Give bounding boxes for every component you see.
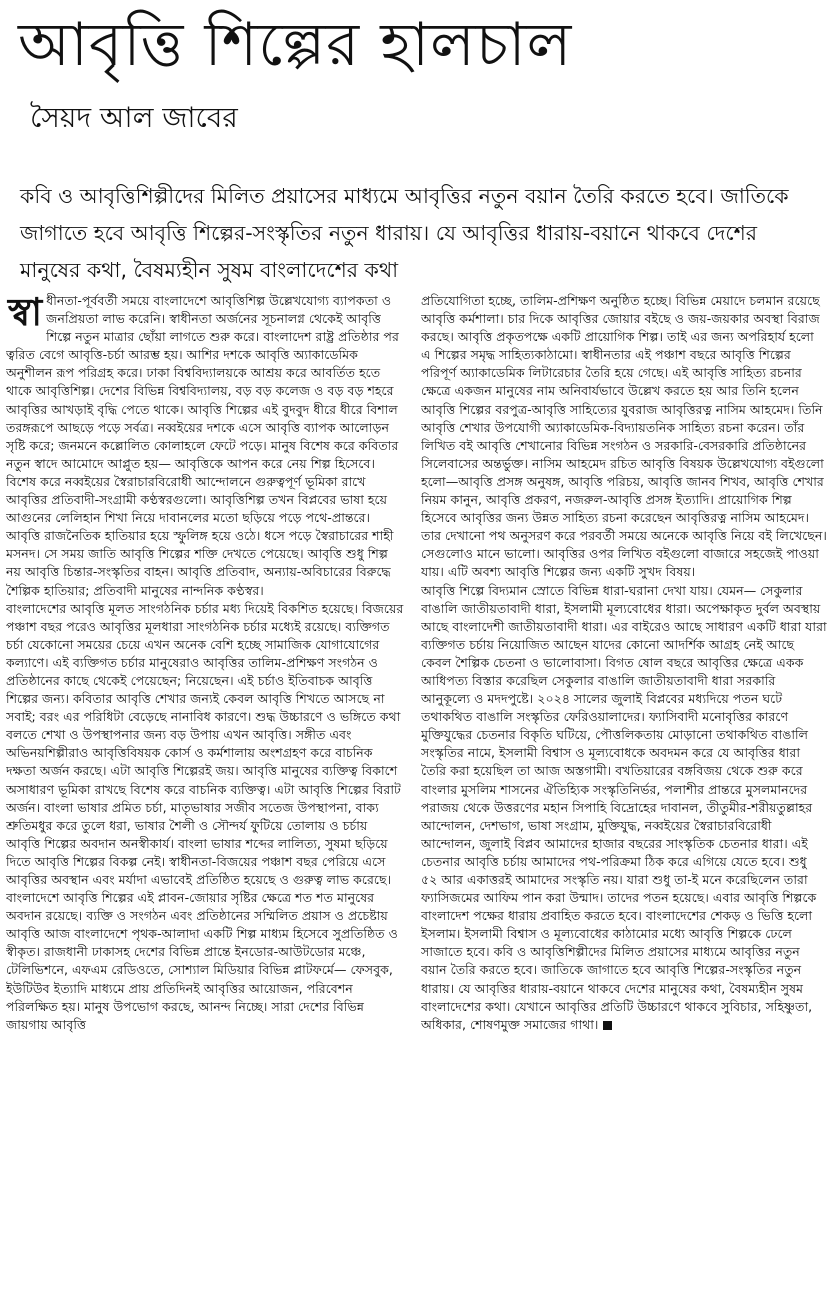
body-paragraph-text: ধীনতা-পূর্ববর্তী সময়ে বাংলাদেশে আবৃত্তিশিল্প উল্লেখযোগ্য ব্যাপকতা ও জনপ্রিয়তা লাভ করেনি। স্বাধীনতা অর্জনের সূচনালগ্ন থেকেই আবৃত্তি শিল্পে নতুন মাত্রার ছোঁয়া লাগতে শুরু করে। বাংলাদেশ রাষ্ট্র প্রতিষ্ঠার পর ত্বরিত বেগে আবৃত্তি-চর্চা আরম্ভ হয়। আশির দশকে আবৃত্তি অ্যাকাডেমিক অনুশীলন রূপ পরিগ্রহ করে। ঢাকা বিশ্ববিদ্যালয়কে আশ্রয় করে আবর্তিত হতে থাকে আবৃত্তিশিল্প। দেশের বিভিন্ন বিশ্ববিদ্যালয়, বড় বড় কলেজ ও বড় বড় শহরে আবৃত্তির আখড়াই বৃদ্ধি পেতে থাকে। আবৃত্তি শিল্পের এই বুদবুদ ধীরে ধীরে বিশাল তরঙ্গরূপে আছড়ে পড়ে সর্বত্র। নব্বইয়ের দশকে এসে আবৃত্তি ব্যাপক আলোড়ন সৃষ্টি করে; জনমনে কল্লোলিত কোলাহলে ফেটে পড়ে। মানুষ বিশেষ করে কবিতার নতুন স্বাদে আমোদে আপ্লুত হয়— আবৃত্তিকে আপন করে নেয় শিল্প হিসেবে। বিশেষ করে নব্বইয়ের স্বৈরাচারবিরোধী আন্দোলনে গুরুত্বপূর্ণ ভূমিকা রাখে আবৃত্তির প্রতিবাদী-সংগ্রামী কণ্ঠস্বরগুলো। আবৃত্তিশিল্প তখন বিপ্লবের ভাষা হয়ে আগুনের লেলিহান শিখা নিয়ে দাবানলের মতো ছড়িয়ে পড়ে পথে-প্রান্তরে। আবৃত্তি রাজনৈতিক হাতিয়ার হয়ে স্ফুলিঙ্গ হয়ে ওঠে। ধসে পড়ে স্বৈরাচারের শাহী মসনদ। সে সময় জাতি আবৃত্তি শিল্পের শক্তি দেখতে পেয়েছে। আবৃত্তি শুধু শিল্প নয় আবৃত্তি চিন্তার-সংস্কৃতির বাহন। আবৃত্তি প্রতিবাদ, অন্যায়-অবিচারের বিরুদ্ধে শৈল্পিক হাতিয়ার; প্রতিবাদী মানুষের নান্দনিক কণ্ঠস্বর। [6, 293, 399, 598]
end-of-article-mark [603, 1021, 612, 1030]
article-byline: সৈয়দ আল জাবের [30, 101, 238, 134]
body-paragraph [421, 582, 827, 1034]
body-paragraph: বাংলাদেশে আবৃত্তি শিল্পের এই প্লাবন-জোয়ার সৃষ্টির ক্ষেত্রে শত শত মানুষের অবদান রয়েছে। ব্যক্তি ও সংগঠন এবং প্রতিষ্ঠানের সম্মিলিত প্রয়াস ও প্রচেষ্টায় আবৃত্তি আজ বাংলাদেশে পৃথক-আলাদা একটি শিল্প মাধ্যম হিসেবে সুপ্রতিষ্ঠিত ও স্বীকৃত। রাজধানী ঢাকাসহ দেশের বিভিন্ন প্রান্তে ইনডোর-আউটডোর মঞ্চে, টেলিভিশনে, এফএম রেডিওতে, সোশ্যাল মিডিয়ার বিভিন্ন প্লাটফর্মে— ফেসবুক, ইউটিউব ইত্যাদি মাধ্যমে প্রায় প্রতিদিনই আবৃত্তির আয়োজন, পরিবেশন পরিলক্ষিত হয়। মানুষ উপভোগ করছে, আনন্দ নিচ্ছে। সারা দেশের বিভিন্ন জায়গায় আবৃত্তি [6, 890, 398, 1032]
article-headline: আবৃত্তি শিল্পের হালচাল [18, 10, 573, 80]
drop-cap: স্বা [8, 292, 43, 334]
article-body [6, 292, 830, 1286]
body-paragraph-text: আবৃত্তি শিল্পে বিদ্যমান স্রোতে বিভিন্ন ধারা-ঘরানা দেখা যায়। যেমন— সেকুলার বাঙালি জাতীয়তাবাদী ধারা, ইসলামী মূল্যবোধের ধারা। অপেক্ষাকৃত দুর্বল অবস্থায় আছে বাংলাদেশী জাতীয়তাবাদী ধারা। এর বাইরেও আছে সাধারণ একটি ধারা যারা ব্যক্তিগত চর্চায় নিয়োজিত আছেন যাদের কোনো আদর্শিক আগ্রহ নেই আছে কেবল শৈল্পিক চেতনা ও ভালোবাসা। বিগত ষোল বছরে আবৃত্তির ক্ষেত্রে একক আধিপত্য বিস্তার করেছিল সেকুলার বাঙালি জাতীয়তাবাদী ধারা সরকারি আনুকূল্যে ও মদদপুষ্টে। ২০২৪ সালের জুলাই বিপ্লবের মধ্যদিয়ে পতন ঘটে তথাকথিত বাঙালি সংস্কৃতির ফেরিওয়ালাদের। ফ্যাসিবাদী মনোবৃত্তির কারণে মুক্তিযুদ্ধের চেতনার বিকৃতি ঘটিয়ে, পৌত্তলিকতায় মোড়ানো তথাকথিত বাঙালি সংস্কৃতির নামে, ইসলামী বিশ্বাস ও মূল্যবোধকে অবদমন করে যে আবৃত্তির ধারা তৈরি করা হয়েছিল তা আজ অস্তগামী। বখতিয়ারের বঙ্গবিজয় থেকে শুরু করে বাংলার মুসলিম শাসনের ঐতিহ্যিক সংস্কৃতিনির্ভর, পলাশীর প্রান্তরে মুসলমানদের পরাজয় থেকে উত্তরণের মহান সিপাহি বিদ্রোহের দাবানল, তীতুমীর-শরীয়তুল্লাহর আন্দোলন, দেশভাগ, ভাষা সংগ্রাম, মুক্তিযুদ্ধ, নব্বইয়ের স্বৈরাচারবিরোধী আন্দোলন, জুলাই বিপ্লব আমাদের হাজার বছরের সাংস্কৃতিক চেতনার ধারা। এই চেতনার আবৃত্তি চর্চায় আমাদের পথ-পরিক্রমা ঠিক করে এগিয়ে যেতে হবে। শুধু ৫২ আর একাত্তরই আমাদের সংস্কৃতি নয়। যারা শুধু তা-ই মনে করেছিলেন তারা ফ্যাসিজমের আফিম পান করা উন্মাদ। তাদের পতন হয়েছে। এবার আবৃত্তি শিল্পকে বাংলাদেশ পক্ষের ধারায় প্রবাহিত করতে হবে। বাংলাদেশের শেকড় ও ভিত্তি হলো ইসলাম। ইসলামী বিশ্বাস ও মূল্যবোধের কাঠামোর মধ্যে আবৃত্তি শিল্পকে ঢেলে সাজাতে হবে। কবি ও আবৃত্তিশিল্পীদের মিলিত প্রয়াসের মাধ্যমে আবৃত্তির নতুন বয়ান তৈরি করতে হবে। জাতিকে জাগাতে হবে আবৃত্তি শিল্পের-সংস্কৃতির নতুন ধারায়। যে আবৃত্তির ধারায়-বয়ানে থাকবে দেশের মানুষের কথা, বৈষম্যহীন সুষম বাংলাদেশের কথা। যেখানে আবৃত্তির প্রতিটি উচ্চারণে থাকবে সুবিচার, সহিষ্ণুতা, অধিকার, শোষণমুক্ত সমাজের গাথা। [421, 582, 827, 1032]
body-column-left [6, 292, 404, 1286]
body-paragraph [6, 292, 404, 600]
lead-paragraph: কবি ও আবৃত্তিশিল্পীদের মিলিত প্রয়াসের মাধ্যমে আবৃত্তির নতুন বয়ান তৈরি করতে হবে। জাতিকে জাগাতে হবে আবৃত্তি শিল্পের-সংস্কৃতির নতুন ধারায়। যে আবৃত্তির ধারায়-বয়ানে থাকবে দেশের মানুষের কথা, বৈষম্যহীন সুষম বাংলাদেশের কথা [20, 184, 789, 282]
body-paragraph: প্রতিযোগিতা হচ্ছে, তালিম-প্রশিক্ষণ অনুষ্ঠিত হচ্ছে। বিভিন্ন মেয়াদে চলমান রয়েছে আবৃত্তি কর্মশালা। চার দিকে আবৃত্তির জোয়ার বইছে ও জয়-জয়কার অবস্থা বিরাজ করছে। আবৃত্তি প্রকৃতপক্ষে একটি প্রায়োগিক শিল্প। তাই এর জন্য অপরিহার্য হলো এ শিল্পের সমৃদ্ধ সাহিত্যকাঠামো। স্বাধীনতার এই পঞ্চাশ বছরে আবৃত্তি শিল্পের পরিপূর্ণ অ্যাকাডেমিক লিটারেচার তৈরি হয়ে গেছে। এই আবৃত্তি সাহিত্য রচনার ক্ষেত্রে একজন মানুষের নাম অনিবার্যভাবে উল্লেখ করতে হয় আর তিনি হলেন আবৃত্তি শিল্পের বরপুত্র-আবৃত্তি সাহিত্যের যুবরাজ আবৃত্তিরত্ন নাসিম আহমেদ। তিনি আবৃত্তি শেখার উপযোগী অ্যাকাডেমিক-বিদ্যায়তনিক সাহিত্য রচনা করেন। তাঁর লিখিত বই আবৃত্তি শেখানোর বিভিন্ন সংগঠন ও সরকারি-বেসরকারি প্রতিষ্ঠানের সিলেবাসের অন্তর্ভুক্ত। নাসিম আহমেদ রচিত আবৃত্তি বিষয়ক উল্লেখযোগ্য বইগুলো হলো—আবৃত্তি প্রসঙ্গ অনুষঙ্গ, আবৃত্তি পরিচয়, আবৃত্তি জানব শিখব, আবৃত্তি শেখার নিয়ম কানুন, আবৃত্তি প্রকরণ, নজরুল-আবৃত্তি প্রসঙ্গ ইত্যাদি। প্রায়োগিক শিল্প হিসেবে আবৃত্তির জন্য উন্নত সাহিত্য রচনা করেছেন আবৃত্তিরত্ন নাসিম আহমেদ। তার দেখানো পথ অনুসরণ করে পরবর্তী সময়ে অনেকে আবৃত্তি নিয়ে বই লিখেছেন। সেগুলোও মানে ভালো। আবৃত্তির ওপর লিখিত বইগুলো বাজারে সহজেই পাওয়া যায়। এটি অবশ্য আবৃত্তি শিল্পের জন্য একটি সুখদ বিষয়। [421, 293, 827, 580]
body-paragraph: বাংলাদেশের আবৃত্তি মূলত সাংগঠনিক চর্চার মধ্য দিয়েই বিকশিত হয়েছে। বিজয়ের পঞ্চাশ বছর পরেও আবৃত্তির মূলধারা সাংগঠনিক চর্চার মধ্যেই রয়েছে। ব্যক্তিগত চর্চা যেকোনো সময়ের চেয়ে এখন অনেক বেশি হচ্ছে সামাজিক যোগাযোগের কল্যাণে। এই ব্যক্তিগত চর্চার মানুষেরাও আবৃত্তির তালিম-প্রশিক্ষণ সংগঠন ও প্রতিষ্ঠানের কাছে থেকেই পেয়েছেন; নিয়েছেন। এই চর্চাও ইতিবাচক আবৃত্তি শিল্পের জন্য। কবিতার আবৃত্তি শেখার জন্যই কেবল আবৃত্তি শিখতে আসছে না সবাই; বরং এর পরিধিটা বেড়েছে নানাবিধ কারণে। শুদ্ধ উচ্চারণে ও ভঙ্গিতে কথা বলতে শেখা ও উপস্থাপনার জন্য বড় উপায় এখন আবৃত্তি। সঙ্গীত এবং অভিনয়শিল্পীরাও আবৃত্তিবিষয়ক কোর্স ও কর্মশালায় অংশগ্রহণ করে বাচনিক দক্ষতা অর্জন করছে। এটা আবৃত্তি শিল্পেরই জয়। আবৃত্তি মানুষের ব্যক্তিত্ব বিকাশে অসাধারণ ভূমিকা রাখছে বিশেষ করে বাচনিক ব্যক্তিত্ব। এটা আবৃত্তি শিল্পের বিরাট অর্জন। বাংলা ভাষার প্রমিত চর্চা, মাতৃভাষার সজীব সতেজ উপস্থাপনা, বাক্য শ্রুতিমধুর করে তুলে ধরা, ভাষার শৈলী ও সৌন্দর্য ফুটিয়ে তোলায় ও চর্চায় আবৃত্তি শিল্পের অবদান অনস্বীকার্য। বাংলা ভাষার শব্দের লালিত্য, সুষমা ছড়িয়ে দিতে আবৃত্তি শিল্পের বিকল্প নেই। স্বাধীনতা-বিজয়ের পঞ্চাশ বছর পেরিয়ে এসে আবৃত্তির অবস্থান এবং মর্যাদা এভাবেই প্রতিষ্ঠিত হয়েছে ও গুরুত্ব লাভ করেছে। [6, 600, 404, 887]
body-column-right [421, 292, 827, 1286]
article-lead [20, 178, 820, 289]
